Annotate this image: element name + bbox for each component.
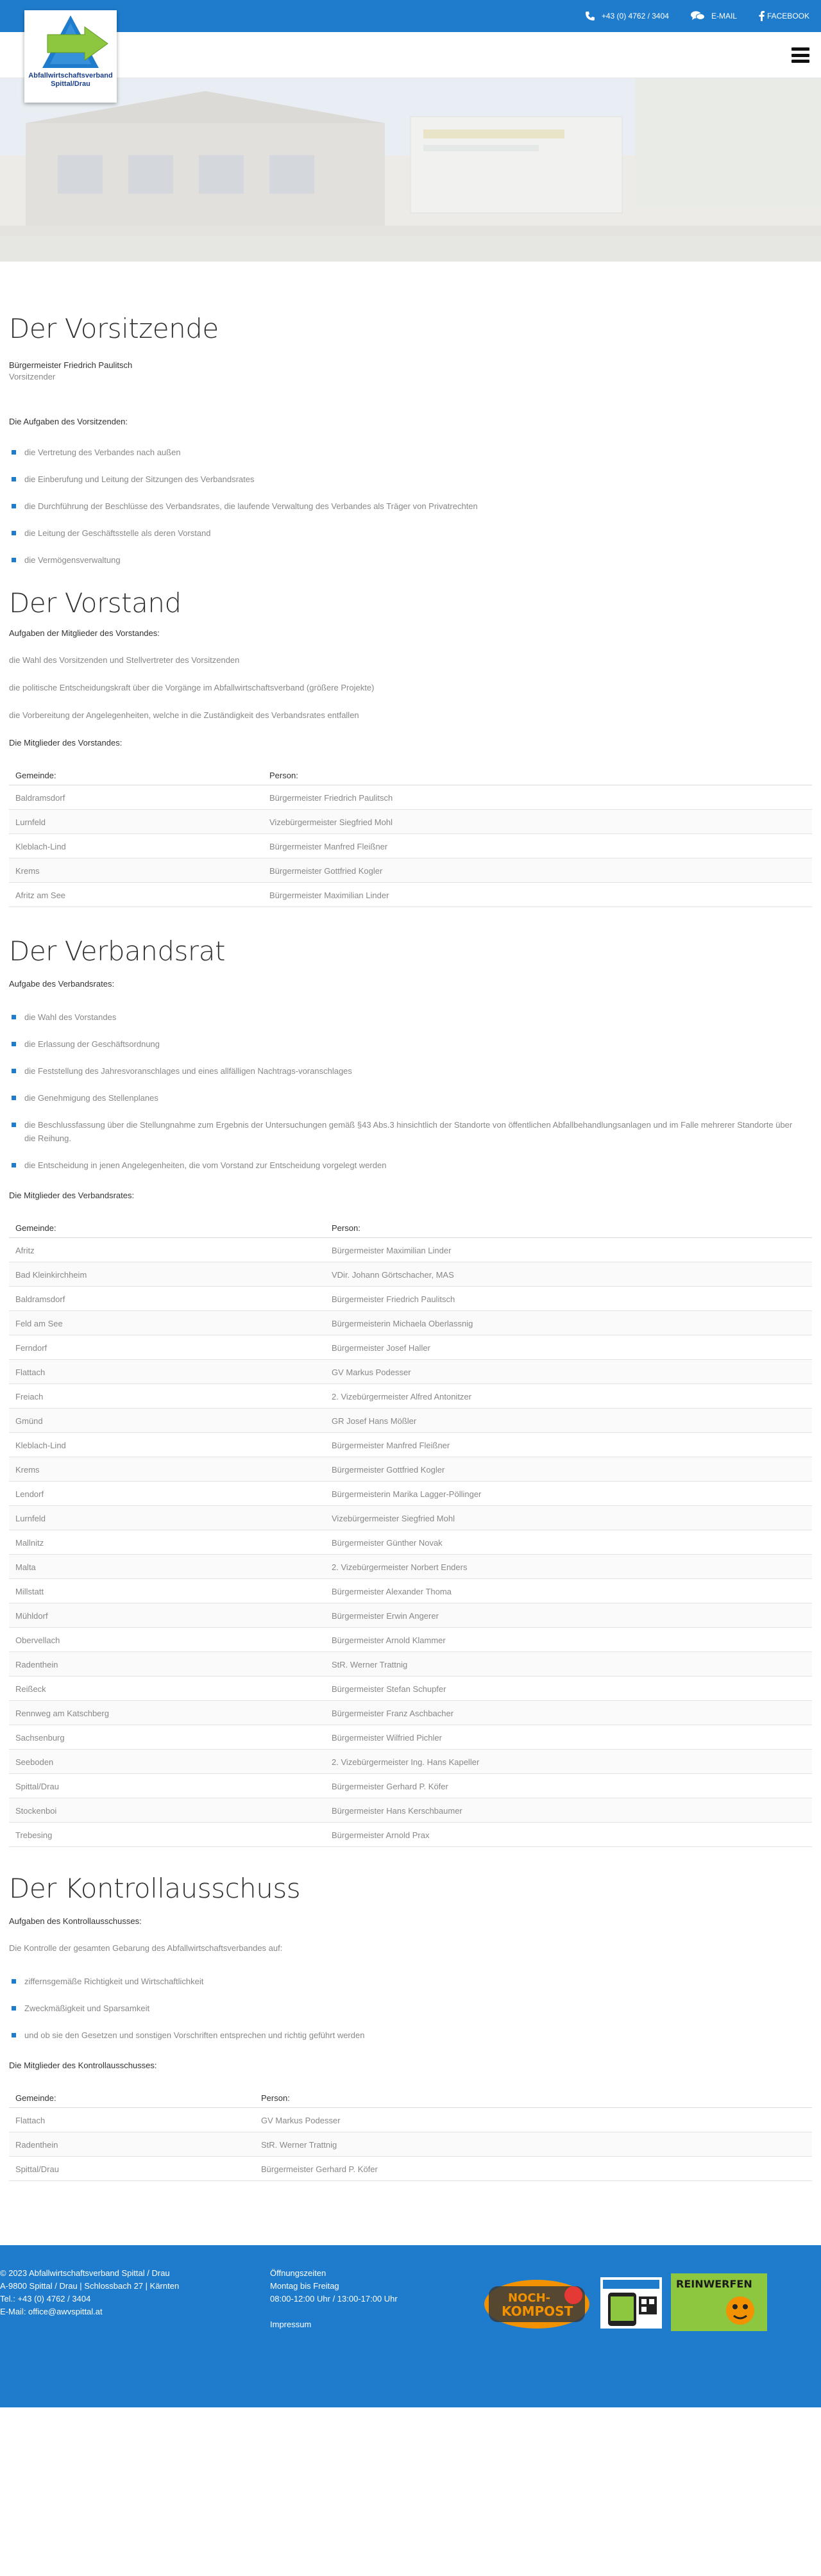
hours-title: Öffnungszeiten — [270, 2268, 326, 2278]
section-kontrollausschuss — [9, 1873, 812, 2181]
badge-nochkompost[interactable] — [482, 2273, 591, 2333]
table-row — [9, 1384, 812, 1409]
cell-gemeinde: Krems — [9, 1457, 325, 1482]
cell-gemeinde: Lurnfeld — [9, 1506, 325, 1530]
list-item: die Beschlussfassung über die Stellungnahme zum Ergebnis der Untersuchungen gemäß §43 Abs.3 hinsichtlich der Standorte von öffentlichen Abfallbehandlungsanlagen und im Falle mehrerer Standorte über die Reihung. — [9, 1118, 812, 1145]
phone-icon — [585, 11, 595, 21]
cell-person: Bürgermeisterin Michaela Oberlassnig — [325, 1311, 812, 1335]
heading-vorsitzende: Der Vorsitzende — [9, 313, 219, 344]
cell-gemeinde: Mühldorf — [9, 1603, 325, 1628]
vorsitzende-tasks-heading: Die Aufgaben des Vorsitzenden: — [9, 417, 128, 426]
col-person: Person: — [325, 1212, 812, 1238]
cell-gemeinde: Kleblach-Lind — [9, 1433, 325, 1457]
list-item: Zweckmäßigkeit und Sparsamkeit — [9, 2002, 812, 2015]
hours-time: 08:00-12:00 Uhr / 13:00-17:00 Uhr — [270, 2294, 398, 2304]
table-row — [9, 1774, 812, 1798]
footer-hours — [270, 2267, 398, 2331]
cell-person: Vizebürgermeister Siegfried Mohl — [325, 1506, 812, 1530]
chat-icon — [691, 11, 705, 21]
cell-person: Bürgermeister Franz Aschbacher — [325, 1701, 812, 1725]
footer-contact — [0, 2267, 179, 2318]
main-content — [0, 262, 821, 2245]
vorsitzender-role: Vorsitzender — [9, 372, 56, 381]
logo-text-line1: Abfallwirtschaftsverband — [28, 72, 113, 79]
cell-person: Bürgermeister Arnold Klammer — [325, 1628, 812, 1652]
cell-gemeinde: Baldramsdorf — [9, 785, 263, 810]
badge1-line1: NOCH- — [508, 2291, 551, 2305]
cell-person: 2. Vizebürgermeister Alfred Antonitzer — [325, 1384, 812, 1409]
cell-gemeinde: Spittal/Drau — [9, 1774, 325, 1798]
section-vorstand — [9, 587, 812, 907]
vorstand-members-heading: Die Mitglieder des Vorstandes: — [9, 738, 123, 748]
table-row — [9, 1555, 812, 1579]
badge-reinwerfen[interactable] — [671, 2273, 767, 2333]
table-header-row — [9, 1212, 812, 1238]
list-item: die Erlassung der Geschäftsordnung — [9, 1037, 812, 1051]
kontroll-members-table — [9, 2082, 812, 2181]
section-vorsitzende — [9, 313, 812, 567]
hours-days: Montag bis Freitag — [270, 2281, 339, 2291]
kontroll-tasks-heading: Aufgaben des Kontrollausschusses: — [9, 1916, 142, 1926]
heading-vorstand: Der Vorstand — [9, 587, 182, 619]
table-row — [9, 2157, 812, 2181]
table-row — [9, 1530, 812, 1555]
cell-person: 2. Vizebürgermeister Ing. Hans Kapeller — [325, 1750, 812, 1774]
table-row — [9, 1262, 812, 1287]
table-row — [9, 883, 812, 907]
table-row — [9, 1287, 812, 1311]
badge-app[interactable] — [599, 2273, 663, 2333]
cell-person: Bürgermeister Manfred Fleißner — [325, 1433, 812, 1457]
email-text: E-MAIL — [711, 12, 737, 21]
table-row — [9, 1311, 812, 1335]
table-row — [9, 1579, 812, 1603]
menu-hamburger-icon[interactable] — [791, 47, 809, 63]
cell-gemeinde: Feld am See — [9, 1311, 325, 1335]
cell-person: StR. Werner Trattnig — [325, 1652, 812, 1677]
table-row — [9, 1433, 812, 1457]
table-row — [9, 1506, 812, 1530]
cell-gemeinde: Lendorf — [9, 1482, 325, 1506]
table-row — [9, 810, 812, 834]
cell-gemeinde: Malta — [9, 1555, 325, 1579]
impressum-link[interactable]: Impressum — [270, 2320, 312, 2329]
table-row — [9, 1750, 812, 1774]
cell-gemeinde: Baldramsdorf — [9, 1287, 325, 1311]
cell-person: Bürgermeister Gottfried Kogler — [325, 1457, 812, 1482]
cell-gemeinde: Radenthein — [9, 2132, 255, 2157]
kontroll-intro: Die Kontrolle der gesamten Gebarung des Abfallwirtschaftsverbandes auf: — [9, 1943, 283, 1953]
logo-mark — [28, 14, 113, 72]
cell-person: Bürgermeisterin Marika Lagger-Pöllinger — [325, 1482, 812, 1506]
table-row — [9, 1457, 812, 1482]
table-row — [9, 1677, 812, 1701]
list-item: die Feststellung des Jahresvoranschlages und eines allfälligen Nachtrags-voranschlages — [9, 1064, 812, 1078]
cell-gemeinde: Mallnitz — [9, 1530, 325, 1555]
table-row — [9, 1238, 812, 1262]
cell-gemeinde: Ferndorf — [9, 1335, 325, 1360]
facebook-link[interactable] — [759, 11, 809, 21]
badge1-line2: KOMPOST — [502, 2304, 573, 2319]
cell-person: Bürgermeister Gottfried Kogler — [263, 858, 812, 883]
table-row — [9, 785, 812, 810]
cell-gemeinde: Krems — [9, 858, 263, 883]
phone-link[interactable] — [585, 11, 669, 21]
main-navbar — [0, 32, 821, 78]
cell-gemeinde: Flattach — [9, 2108, 255, 2132]
cell-person: Bürgermeister Maximilian Linder — [325, 1238, 812, 1262]
verbandsrat-tasks-heading: Aufgabe des Verbandsrates: — [9, 979, 115, 989]
cell-person: GV Markus Podesser — [325, 1360, 812, 1384]
list-item: die Durchführung der Beschlüsse des Verbandsrates, die laufende Verwaltung des Verbandes als Träger von Privatrechten — [9, 499, 812, 513]
cell-gemeinde: Afritz — [9, 1238, 325, 1262]
verbandsrat-members-heading: Die Mitglieder des Verbandsrates: — [9, 1191, 135, 1200]
cell-person: GV Markus Podesser — [255, 2108, 812, 2132]
table-header-row — [9, 759, 812, 785]
cell-gemeinde: Lurnfeld — [9, 810, 263, 834]
list-item: die Vermögensverwaltung — [9, 553, 812, 567]
col-person: Person: — [255, 2082, 812, 2108]
cell-gemeinde: Radenthein — [9, 1652, 325, 1677]
table-row — [9, 1628, 812, 1652]
verbandsrat-members-table — [9, 1212, 812, 1847]
heading-kontrollausschuss: Der Kontrollausschuss — [9, 1873, 301, 1904]
cell-gemeinde: Obervellach — [9, 1628, 325, 1652]
table-row — [9, 858, 812, 883]
cell-person: StR. Werner Trattnig — [255, 2132, 812, 2157]
cell-person: Bürgermeister Alexander Thoma — [325, 1579, 812, 1603]
cell-person: Bürgermeister Günther Novak — [325, 1530, 812, 1555]
cell-gemeinde: Rennweg am Katschberg — [9, 1701, 325, 1725]
top-bar — [0, 0, 821, 32]
cell-person: Bürgermeister Stefan Schupfer — [325, 1677, 812, 1701]
vorstand-task: die politische Entscheidungskraft über die Vorgänge im Abfallwirtschaftsverband (größere Projekte) — [9, 683, 375, 692]
section-verbandsrat — [9, 935, 812, 1847]
list-item: und ob sie den Gesetzen und sonstigen Vorschriften entsprechen und richtig geführt werden — [9, 2028, 812, 2042]
footer-tel[interactable]: Tel.: +43 (0) 4762 / 3404 — [0, 2294, 91, 2304]
cell-gemeinde: Spittal/Drau — [9, 2157, 255, 2181]
badge3-line1: REINWERFEN — [676, 2278, 752, 2290]
list-item: die Entscheidung in jenen Angelegenheiten, die vom Vorstand zur Entscheidung vorgelegt werden — [9, 1158, 812, 1172]
cell-person: Bürgermeister Friedrich Paulitsch — [263, 785, 812, 810]
cell-person: Bürgermeister Gerhard P. Köfer — [325, 1774, 812, 1798]
vorstand-task: die Vorbereitung der Angelegenheiten, welche in die Zuständigkeit des Verbandsrates entfallen — [9, 710, 359, 720]
logo-text-line2: Spittal/Drau — [51, 80, 90, 88]
facebook-text: FACEBOOK — [766, 12, 809, 21]
list-item: die Leitung der Geschäftsstelle als deren Vorstand — [9, 526, 812, 540]
col-person: Person: — [263, 759, 812, 785]
cell-person: Bürgermeister Erwin Angerer — [325, 1603, 812, 1628]
col-gemeinde: Gemeinde: — [9, 1212, 325, 1238]
facebook-icon — [759, 11, 765, 21]
table-row — [9, 2132, 812, 2157]
cell-person: Vizebürgermeister Siegfried Mohl — [263, 810, 812, 834]
cell-gemeinde: Reißeck — [9, 1677, 325, 1701]
vorsitzende-task-list — [9, 446, 812, 567]
cell-gemeinde: Flattach — [9, 1360, 325, 1384]
vorstand-members-table — [9, 759, 812, 907]
cell-person: VDir. Johann Görtschacher, MAS — [325, 1262, 812, 1287]
list-item: ziffernsgemäße Richtigkeit und Wirtschaftlichkeit — [9, 1975, 812, 1988]
email-link[interactable] — [691, 11, 737, 21]
list-item: die Wahl des Vorstandes — [9, 1010, 812, 1024]
table-header-row — [9, 2082, 812, 2108]
vorstand-tasks-heading: Aufgaben der Mitglieder des Vorstandes: — [9, 628, 160, 638]
footer-email[interactable]: E-Mail: office@awvspittal.at — [0, 2307, 103, 2316]
site-footer — [0, 2245, 821, 2407]
cell-gemeinde: Bad Kleinkirchheim — [9, 1262, 325, 1287]
table-row — [9, 1603, 812, 1628]
footer-copyright: © 2023 Abfallwirtschaftsverband Spittal / Drau — [0, 2268, 170, 2278]
heading-verbandsrat: Der Verbandsrat — [9, 935, 225, 967]
cell-person: GR Josef Hans Mößler — [325, 1409, 812, 1433]
table-row — [9, 1798, 812, 1823]
footer-badges — [482, 2273, 767, 2333]
table-row — [9, 1823, 812, 1847]
cell-gemeinde: Kleblach-Lind — [9, 834, 263, 858]
table-row — [9, 1360, 812, 1384]
cell-person: 2. Vizebürgermeister Norbert Enders — [325, 1555, 812, 1579]
cell-gemeinde: Trebesing — [9, 1823, 325, 1847]
top-contacts — [585, 0, 809, 32]
table-row — [9, 2108, 812, 2132]
col-gemeinde: Gemeinde: — [9, 759, 263, 785]
kontroll-task-list — [9, 1975, 812, 2042]
cell-gemeinde: Freiach — [9, 1384, 325, 1409]
list-item: die Einberufung und Leitung der Sitzungen des Verbandsrates — [9, 473, 812, 486]
table-row — [9, 1725, 812, 1750]
vorsitzender-name: Bürgermeister Friedrich Paulitsch — [9, 360, 133, 370]
cell-gemeinde: Afritz am See — [9, 883, 263, 907]
cell-person: Bürgermeister Maximilian Linder — [263, 883, 812, 907]
hero-image — [0, 78, 821, 262]
cell-gemeinde: Millstatt — [9, 1579, 325, 1603]
table-row — [9, 1701, 812, 1725]
list-item: die Vertretung des Verbandes nach außen — [9, 446, 812, 459]
phone-text: +43 (0) 4762 / 3404 — [601, 12, 669, 21]
cell-person: Bürgermeister Josef Haller — [325, 1335, 812, 1360]
table-row — [9, 1482, 812, 1506]
table-row — [9, 1409, 812, 1433]
list-item: die Genehmigung des Stellenplanes — [9, 1091, 812, 1105]
table-row — [9, 1335, 812, 1360]
cell-person: Bürgermeister Wilfried Pichler — [325, 1725, 812, 1750]
cell-gemeinde: Gmünd — [9, 1409, 325, 1433]
site-logo[interactable] — [24, 10, 117, 103]
cell-gemeinde: Sachsenburg — [9, 1725, 325, 1750]
footer-address: A-9800 Spittal / Drau | Schlossbach 27 | Kärnten — [0, 2281, 180, 2291]
vorstand-task: die Wahl des Vorsitzenden und Stellvertreter des Vorsitzenden — [9, 655, 240, 665]
cell-person: Bürgermeister Gerhard P. Köfer — [255, 2157, 812, 2181]
cell-person: Bürgermeister Friedrich Paulitsch — [325, 1287, 812, 1311]
cell-gemeinde: Seeboden — [9, 1750, 325, 1774]
table-row — [9, 1652, 812, 1677]
cell-person: Bürgermeister Arnold Prax — [325, 1823, 812, 1847]
cell-gemeinde: Stockenboi — [9, 1798, 325, 1823]
kontroll-members-heading: Die Mitglieder des Kontrollausschusses: — [9, 2061, 157, 2070]
verbandsrat-task-list — [9, 1010, 812, 1172]
cell-person: Bürgermeister Manfred Fleißner — [263, 834, 812, 858]
table-row — [9, 834, 812, 858]
cell-person: Bürgermeister Hans Kerschbaumer — [325, 1798, 812, 1823]
col-gemeinde: Gemeinde: — [9, 2082, 255, 2108]
